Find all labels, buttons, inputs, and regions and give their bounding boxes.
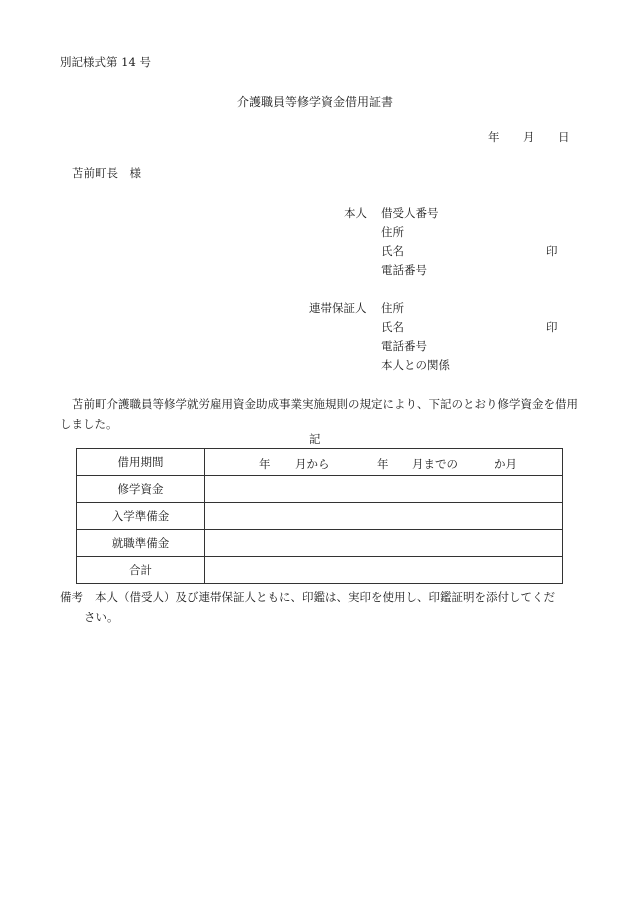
date-line <box>0 129 630 145</box>
body-paragraph-text: 苫前町介護職員等修学就労雇用資金助成事業実施規則の規定により、下記のとおり修学資金を借用しました。 <box>60 397 578 431</box>
addressee: 苫前町長 様 <box>72 166 141 180</box>
remarks-text-1: 本人（借受人）及び連帯保証人ともに、印鑑は、実印を使用し、印鑑証明を添付してくだ <box>95 590 555 604</box>
guarantor-address-label: 住所 <box>381 301 404 315</box>
period-month-from: 月から <box>295 457 330 471</box>
guarantor-phone-label: 電話番号 <box>381 339 427 353</box>
ki-heading: 記 <box>309 432 321 446</box>
remarks-line-1 <box>60 587 555 607</box>
guarantor-heading: 連帯保証人 <box>309 301 367 315</box>
row-label-loan-period: 借用期間 <box>77 449 205 476</box>
remarks-text-2: さい。 <box>84 610 119 624</box>
borrower-heading: 本人 <box>344 206 367 220</box>
period-year-from: 年 <box>259 457 271 471</box>
row-label-enrollment-prep: 入学準備金 <box>77 503 205 530</box>
guarantor-name-label: 氏名 <box>381 320 404 334</box>
borrower-address-label: 住所 <box>381 225 404 239</box>
period-month-until: 月までの <box>412 457 458 471</box>
borrower-seal-mark: 印 <box>546 244 558 258</box>
table-row <box>77 476 563 503</box>
date-year: 年 <box>488 130 500 144</box>
loan-period-field[interactable] <box>205 449 563 476</box>
table-row <box>77 557 563 584</box>
loan-table <box>76 448 563 584</box>
borrower-phone-label: 電話番号 <box>381 263 427 277</box>
tuition-amount-field[interactable] <box>205 476 563 503</box>
period-months: か月 <box>494 457 517 471</box>
period-year-until: 年 <box>377 457 389 471</box>
form-number: 別記様式第 14 号 <box>60 55 151 69</box>
row-label-total: 合計 <box>77 557 205 584</box>
guarantor-relation-label: 本人との関係 <box>381 358 450 372</box>
remarks-note <box>60 587 555 627</box>
document-title: 介護職員等修学資金借用証書 <box>236 95 393 109</box>
borrower-name-label: 氏名 <box>381 244 404 258</box>
borrower-number-label: 借受人番号 <box>381 206 439 220</box>
table-row <box>77 503 563 530</box>
row-label-employment-prep: 就職準備金 <box>77 530 205 557</box>
remarks-line-2 <box>60 607 555 627</box>
enrollment-prep-amount-field[interactable] <box>205 503 563 530</box>
table-row <box>77 530 563 557</box>
body-paragraph <box>60 394 580 434</box>
row-label-tuition: 修学資金 <box>77 476 205 503</box>
date-day: 日 <box>558 130 570 144</box>
guarantor-seal-mark: 印 <box>546 320 558 334</box>
date-month: 月 <box>523 130 535 144</box>
table-row <box>77 449 563 476</box>
total-amount-field[interactable] <box>205 557 563 584</box>
remarks-label: 備考 <box>60 590 83 604</box>
employment-prep-amount-field[interactable] <box>205 530 563 557</box>
